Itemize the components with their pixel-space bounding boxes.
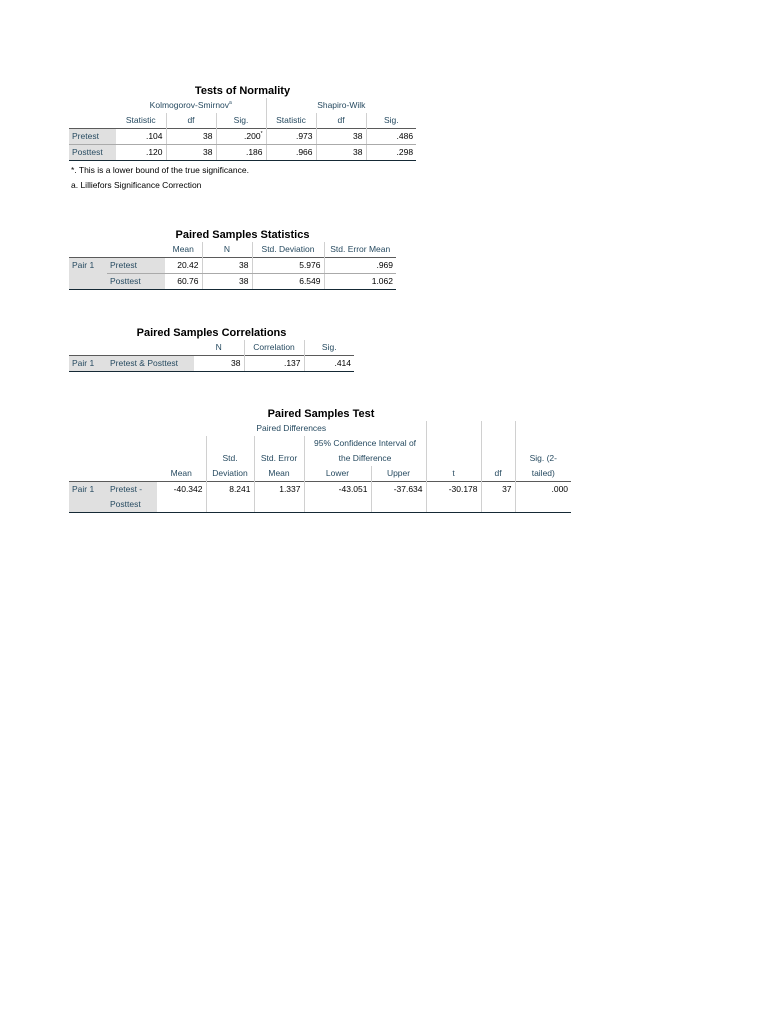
cell: .966 bbox=[266, 145, 316, 161]
ci-header: 95% Confidence Interval of bbox=[304, 436, 426, 451]
tests-of-normality bbox=[69, 84, 416, 193]
paired-corr-table bbox=[69, 340, 354, 372]
cell: .000 bbox=[515, 482, 571, 498]
col-header: Lower bbox=[304, 466, 371, 482]
cell: .298 bbox=[366, 145, 416, 161]
cell: 5.976 bbox=[252, 258, 324, 274]
cell: 20.42 bbox=[165, 258, 202, 274]
table-row bbox=[69, 258, 396, 274]
col-header: Correlation bbox=[244, 340, 304, 356]
col-header: Sig. bbox=[366, 113, 416, 129]
row-label: Pretest & Posttest bbox=[107, 356, 194, 372]
row-label: Pretest - bbox=[107, 482, 157, 498]
col-header: Mean bbox=[170, 468, 192, 478]
cell: .120 bbox=[116, 145, 166, 161]
pair-label: Pair 1 bbox=[69, 482, 107, 498]
table-row bbox=[69, 356, 354, 372]
cell: 38 bbox=[316, 129, 366, 145]
cell: 6.549 bbox=[252, 274, 324, 290]
cell: -37.634 bbox=[371, 482, 426, 498]
paired-test-title: Paired Samples Test bbox=[267, 408, 375, 420]
cell: 38 bbox=[194, 356, 244, 372]
cell: .137 bbox=[244, 356, 304, 372]
ks-header: Kolmogorov-Smirnov bbox=[149, 100, 230, 110]
table-row bbox=[69, 274, 396, 290]
cell: -43.051 bbox=[304, 482, 371, 498]
sig-footnote-mark: * bbox=[260, 131, 263, 138]
cell: 38 bbox=[166, 145, 216, 161]
sw-header: Shapiro-Wilk bbox=[266, 98, 416, 113]
cell: .186 bbox=[216, 145, 266, 161]
cell: -40.342 bbox=[157, 482, 206, 498]
cell: 1.062 bbox=[324, 274, 396, 290]
row-label: Pretest bbox=[69, 129, 116, 145]
cell: 8.241 bbox=[206, 482, 254, 498]
cell: .414 bbox=[304, 356, 354, 372]
table-row bbox=[69, 145, 416, 161]
col-header: Statistic bbox=[125, 115, 156, 125]
cell: .969 bbox=[324, 258, 396, 274]
pair-label: Pair 1 bbox=[69, 258, 107, 274]
row-label: Posttest bbox=[107, 497, 157, 513]
normality-title: Tests of Normality bbox=[194, 85, 291, 97]
col-header: df bbox=[481, 466, 515, 482]
col-header: Mean bbox=[254, 466, 304, 482]
paired-test-table bbox=[69, 421, 571, 513]
paired-samples-correlations bbox=[69, 326, 354, 372]
paired-differences-header: Paired Differences bbox=[256, 423, 327, 433]
cell: 60.76 bbox=[165, 274, 202, 290]
paired-stats-table bbox=[69, 242, 396, 290]
col-header: tailed) bbox=[515, 466, 571, 482]
col-header: t bbox=[426, 466, 481, 482]
col-header: df bbox=[316, 113, 366, 129]
col-header: N bbox=[215, 342, 222, 352]
paired-samples-test bbox=[69, 407, 571, 513]
table-row bbox=[69, 482, 571, 498]
ci-header: the Difference bbox=[304, 451, 426, 466]
cell: .104 bbox=[116, 129, 166, 145]
cell: .486 bbox=[366, 129, 416, 145]
row-label: Posttest bbox=[107, 274, 165, 290]
cell: 37 bbox=[481, 482, 515, 498]
ks-footnote-mark: a bbox=[229, 100, 232, 107]
footnote: a. Lilliefors Significance Correction bbox=[71, 180, 202, 190]
col-header: Std. bbox=[206, 451, 254, 466]
col-header: Std. Deviation bbox=[252, 242, 324, 258]
col-header: Deviation bbox=[206, 466, 254, 482]
footnote: *. This is a lower bound of the true significance. bbox=[71, 165, 249, 175]
col-header: df bbox=[166, 113, 216, 129]
normality-table bbox=[69, 98, 416, 161]
row-label: Pretest bbox=[107, 258, 165, 274]
cell: 38 bbox=[202, 274, 252, 290]
paired-corr-title: Paired Samples Correlations bbox=[136, 327, 287, 339]
pair-label: Pair 1 bbox=[69, 356, 107, 372]
col-header: Sig. bbox=[304, 340, 354, 356]
col-header: Upper bbox=[371, 466, 426, 482]
cell: 1.337 bbox=[254, 482, 304, 498]
cell: .973 bbox=[266, 129, 316, 145]
cell: .200 bbox=[244, 131, 261, 141]
col-header: Std. Error Mean bbox=[324, 242, 396, 258]
col-header: N bbox=[202, 242, 252, 258]
cell: 38 bbox=[316, 145, 366, 161]
cell: 38 bbox=[202, 258, 252, 274]
cell: -30.178 bbox=[426, 482, 481, 498]
table-row bbox=[69, 129, 416, 145]
col-header: Statistic bbox=[266, 113, 316, 129]
col-header: Sig. (2- bbox=[515, 451, 571, 466]
paired-samples-statistics bbox=[69, 228, 396, 290]
row-label: Posttest bbox=[69, 145, 116, 161]
cell: 38 bbox=[166, 129, 216, 145]
paired-stats-title: Paired Samples Statistics bbox=[175, 229, 310, 241]
col-header: Mean bbox=[172, 244, 194, 254]
col-header: Sig. bbox=[216, 113, 266, 129]
col-header: Std. Error bbox=[254, 451, 304, 466]
